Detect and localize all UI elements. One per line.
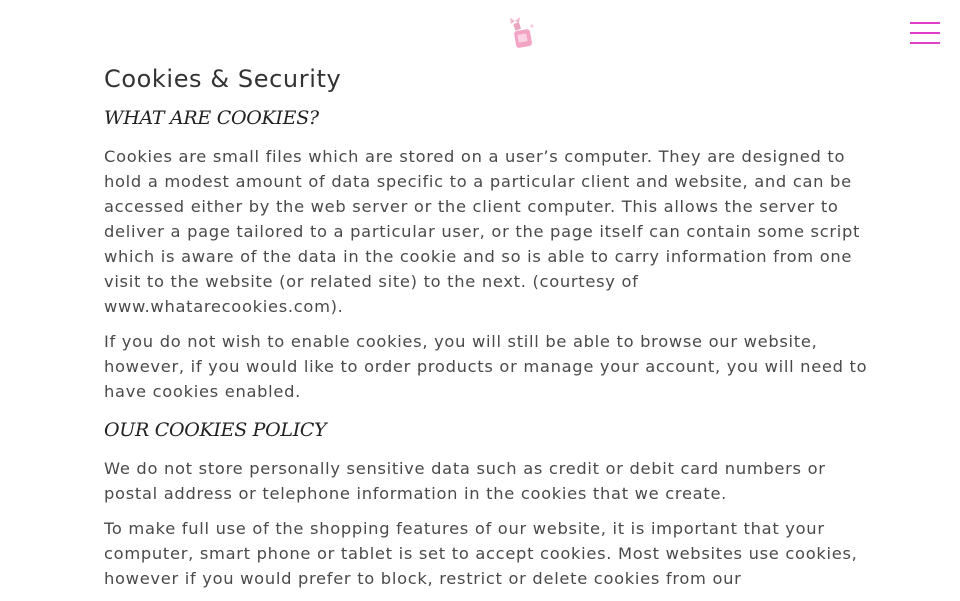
section-heading-our-cookies-policy: OUR COOKIES POLICY bbox=[104, 419, 327, 441]
paragraph: To make full use of the shopping features of our website, it is important that your computer, smart phone or tablet is set to accept cookies. Most websites use cookies, however if you would prefer to block, restrict or delete cookies from our bbox=[104, 519, 858, 588]
section-heading-what-are-cookies: WHAT ARE COOKIES? bbox=[104, 107, 319, 129]
page-title: Cookies & Security bbox=[104, 65, 342, 93]
site-header bbox=[0, 0, 960, 56]
paragraph: Cookies are small files which are stored on a user’s computer. They are designed to hold a modest amount of data specific to a particular client and website, and can be accessed either by the web server or the client computer. This allows the server to deliver a page tailored to a particular user, or the page itself can contain some script which is aware of the data in the cookie and so is able to carry information from one visit to the website (or related site) to the next. (courtesy of www.whatarecookies.com). bbox=[104, 147, 861, 316]
menu-bar-bottom bbox=[910, 42, 940, 44]
menu-bar-middle bbox=[910, 32, 940, 34]
hamburger-menu-button[interactable] bbox=[908, 20, 942, 46]
paragraph: If you do not wish to enable cookies, you will still be able to browse our website, however, if you would like to order products or manage your account, you will need to have cookies enabled. bbox=[104, 332, 868, 401]
menu-bar-top bbox=[910, 22, 940, 24]
paragraph: We do not store personally sensitive data such as credit or debit card numbers or postal address or telephone information in the cookies that we create. bbox=[104, 459, 826, 503]
perfume-bottle-logo-icon[interactable] bbox=[505, 14, 539, 52]
main-content bbox=[104, 62, 879, 601]
